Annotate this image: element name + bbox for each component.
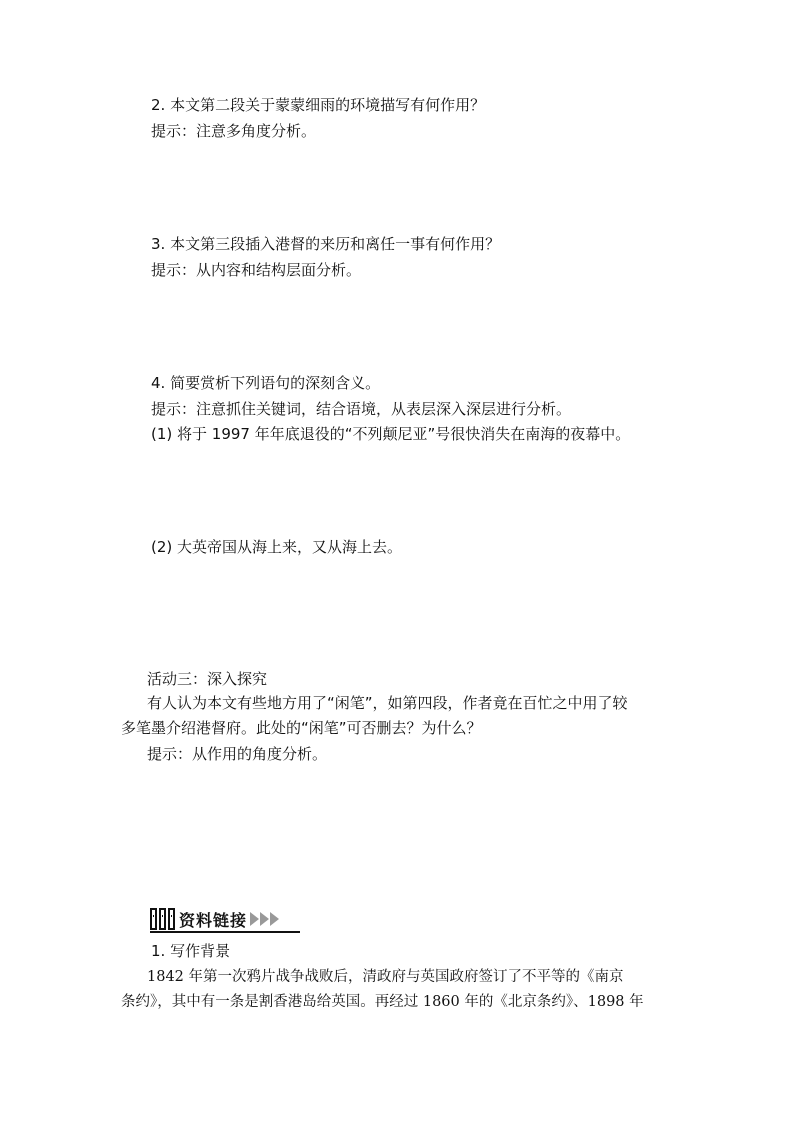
question-2-hint: 提示：注意多角度分析。 bbox=[151, 122, 317, 140]
resource-link-banner bbox=[150, 906, 279, 932]
writing-background-para-line-1: 1842 年第一次鸦片战争战败后，清政府与英国政府签订了不平等的《南京 bbox=[147, 969, 624, 985]
question-4-text: 4. 简要赏析下列语句的深刻含义。 bbox=[151, 374, 381, 392]
activity-3-hint: 提示：从作用的角度分析。 bbox=[147, 745, 328, 763]
writing-background-title: 1. 写作背景 bbox=[151, 942, 231, 960]
question-3-text: 3. 本文第三段插入港督的来历和离任一事有何作用？ bbox=[151, 235, 501, 253]
banner-underline bbox=[150, 931, 300, 933]
writing-background-para-line-2: 条约》，其中有一条是割香港岛给英国。再经过 1860 年的《北京条约》、1898 年 bbox=[121, 994, 644, 1010]
question-3-hint: 提示：从内容和结构层面分析。 bbox=[151, 261, 362, 279]
question-4-item-2: (2) 大英帝国从海上来，又从海上去。 bbox=[151, 538, 403, 556]
activity-3-body-line-1: 有人认为本文有些地方用了“闲笔”，如第四段，作者竟在百忙之中用了较 bbox=[147, 694, 628, 712]
activity-3-body-line-2: 多笔墨介绍港督府。此处的“闲笔”可否删去？为什么？ bbox=[121, 719, 482, 737]
chevrons-icon bbox=[249, 912, 279, 926]
resource-link-label: 资料链接 bbox=[179, 910, 248, 930]
question-2-text: 2. 本文第二段关于蒙蒙细雨的环境描写有何作用？ bbox=[151, 96, 486, 114]
activity-3-title: 活动三：深入探究 bbox=[147, 670, 268, 688]
question-4-item-1: (1) 将于 1997 年年底退役的“不列颠尼亚”号很快消失在南海的夜幕中。 bbox=[151, 425, 631, 443]
books-icon bbox=[150, 908, 175, 930]
question-4-hint: 提示：注意抓住关键词，结合语境，从表层深入深层进行分析。 bbox=[151, 400, 572, 418]
